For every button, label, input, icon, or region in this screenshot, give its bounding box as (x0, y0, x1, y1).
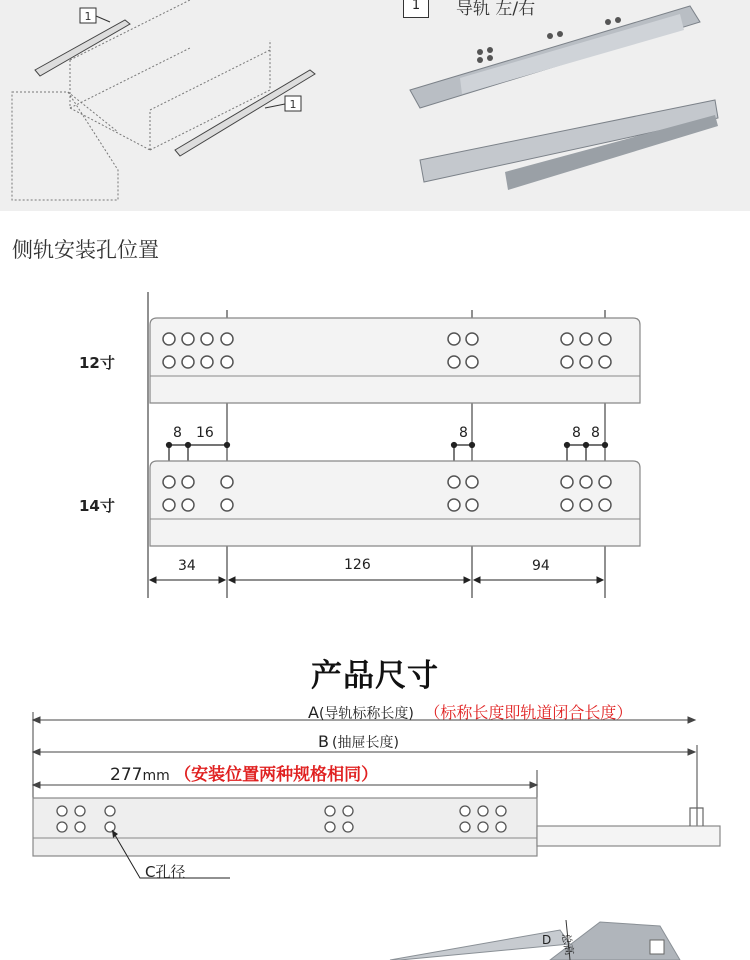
product-size-title: 产品尺寸 (311, 658, 439, 694)
distance-label-94: 94 (532, 558, 550, 574)
dim-a-note: （标称长度即轨道闭合长度） (424, 703, 633, 722)
legend-text: 导轨 左/右 (456, 0, 536, 19)
dim-b-label (318, 732, 399, 752)
distance-label-126: 126 (344, 557, 371, 573)
distance-label-34: 34 (178, 558, 196, 574)
row-label-14: 14寸 (79, 497, 115, 515)
dim-277-value: 277 (110, 765, 143, 785)
dim-277-unit: mm (142, 768, 170, 784)
spacing-label-4: 8 (572, 425, 581, 441)
hole-diameter-label: C孔径 (145, 863, 186, 881)
rail-12 (150, 318, 640, 403)
spacing-label-1: 8 (173, 425, 182, 441)
bottom-rail-photo (390, 920, 680, 960)
dim-b-letter: B (318, 732, 329, 751)
callout-number-1: 1 (84, 10, 92, 23)
product-rail-drawing (33, 798, 720, 878)
total-height-label: 总高 (559, 932, 576, 957)
dim-a-desc: (导轨标称长度) (318, 706, 414, 722)
dim-d-label: D (542, 933, 552, 947)
dim-a-label (308, 700, 632, 723)
dim-b-desc: (抽屉长度) (331, 735, 399, 751)
spacing-label-2: 16 (196, 425, 214, 441)
dim-a-letter: A (308, 703, 319, 722)
row-label-12: 12寸 (79, 354, 115, 372)
spacing-label-3: 8 (459, 425, 468, 441)
rail-14 (150, 461, 640, 546)
legend-number-box: 1 (403, 0, 429, 18)
callout-number-2: 1 (289, 98, 297, 111)
section-title: 侧轨安装孔位置 (12, 238, 159, 262)
spacing-label-5: 8 (591, 425, 600, 441)
dim-277-note: （安装位置两种规格相同） (174, 765, 379, 785)
dim-277-label (110, 760, 378, 785)
